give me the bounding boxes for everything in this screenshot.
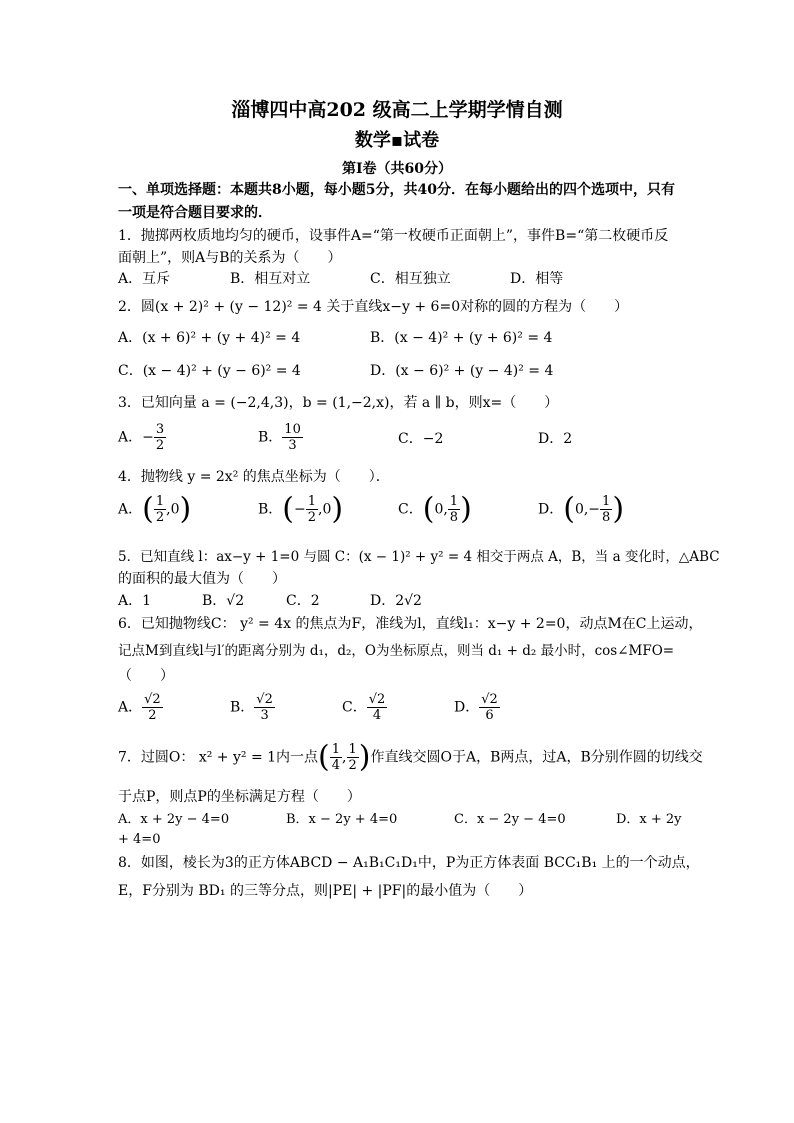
q6-option-d [454,692,500,723]
q1-line2: 面朝上”，则A与B的关系为（ ） [118,250,342,266]
q2-stem: 2．圆(x + 2)² + (y − 12)² = 4 关于直线x−y + 6=0对称的圆的方程为（ ） [118,299,629,315]
q1-line1: 1．抛掷两枚质地均匀的硬币，设事件A=“第一枚硬币正面朝上”，事件B=“第二枚硬币反 [118,228,669,244]
q6-option-a-label: A． [118,699,143,716]
q4-option-a-fraction [154,494,166,525]
q7-line2: 于点P，则点P的坐标满足方程（ ） [118,789,361,805]
numerator: √2 [368,692,386,707]
q6-option-c [342,692,387,723]
q7-option-d: D．x + 2y [616,812,682,827]
right-paren: ) [358,739,371,775]
q3-option-b [258,422,303,453]
q3-option-b-label: B． [258,429,283,446]
q4-option-d-label: D． [538,501,564,518]
q8-line1: 8．如图，棱长为3的正方体ABCD − A₁B₁C₁D₁中，P为正方体表面 BCC₁B₁ 上的一个动点， [118,855,700,871]
page-subtitle: 数学▪试卷 [354,130,440,151]
q2-option-c: C．(x − 4)² + (y − 6)² = 4 [118,363,301,379]
q4-option-a-label: A． [118,501,143,518]
denominator: 4 [331,758,341,773]
q4-option-c-label: C． [398,501,423,518]
q1-option-c: C．相互独立 [370,271,451,287]
left-paren: ( [142,491,154,527]
q3-stem: 3．已知向量 a = (−2,4,3)，b = (1,−2,x)，若 a ∥ b，则x=（ ） [118,395,559,411]
denominator: 2 [348,758,357,773]
numerator: 10 [284,422,301,437]
numerator: 3 [155,422,165,437]
q3-option-a [118,422,166,453]
q6-line3: （ ） [118,668,174,684]
numerator: √2 [144,692,161,707]
numerator: 1 [307,494,317,509]
q5-option-c: C．2 [286,593,320,609]
q4-option-c-fraction [448,494,460,525]
q7-point-y [347,742,359,773]
right-paren: ) [612,491,625,527]
q7-stem: 7．过圆O： x² + y² = 1内一点( $\frac{1}{4}$ , $\frac{1}{2}$ )作直线交圆O于A，B两点，过A，B分别作圆的切线交 [118,739,703,775]
denominator: 2 [148,708,157,723]
q6-option-a-fraction [142,692,163,723]
right-paren: ) [179,491,192,527]
q6-option-a [118,692,163,723]
q4-option-d-head: 0,− [574,501,601,518]
q5-option-b: B．√2 [202,593,245,609]
denominator: 3 [260,708,269,723]
q4-option-a [118,491,192,527]
q4-option-d [538,491,625,527]
q4-option-b [258,491,344,527]
q7-stem-tail: 作直线交圆O于A，B两点，过A，B分别作圆的切线交 [370,749,703,766]
q2-option-a: A．(x + 6)² + (y + 4)² = 4 [118,330,301,346]
q3-option-a-fraction [154,422,166,453]
q3-option-c: C．−2 [398,431,444,447]
q5-line1: 5．已知直线 l：ax−y + 1=0 与圆 C：(x − 1)² + y² = 4 相交于两点 A，B，当 a 变化时，△ABC [118,549,720,565]
q1-option-b: B．相互对立 [230,271,311,287]
numerator: √2 [481,692,498,707]
q7-stem-head: 7．过圆O： x² + y² = 1内一点 [118,749,319,766]
denominator: 6 [485,708,494,723]
q4-option-d-fraction [600,494,612,525]
q4-option-c-head: 0, [434,501,448,518]
q6-line2: 记点M到直线l与l′的距离分别为 d₁，d₂，O为坐标原点，则当 d₁ + d₂ 最小时，cos∠MFO= [118,643,675,659]
numerator: 1 [348,742,357,757]
left-paren: ( [318,739,330,775]
denominator: 4 [372,708,382,723]
q5-option-d: D．2√2 [370,593,422,609]
q6-option-b-label: B． [230,699,255,716]
q7-option-d-wrap: + 4=0 [118,832,161,847]
numerator: 1 [331,742,341,757]
q4-option-b-label: B． [258,501,283,518]
right-paren: ) [331,491,344,527]
q4-option-b-fraction [306,494,318,525]
left-paren: ( [282,491,295,527]
page-title: 淄博四中高202 级高二上学期学情自测 [231,99,563,121]
part1-line1: 一、单项选择题：本题共8小题，每小题5分，共40分．在每小题给出的四个选项中，只有 [118,182,675,198]
q7-option-b: B．x − 2y + 4=0 [286,812,398,827]
q6-option-c-fraction [367,692,388,723]
q7-option-c: C．x − 2y − 4=0 [454,812,566,827]
q5-option-a: A．1 [118,593,152,609]
q3-option-d: D．2 [538,431,573,447]
left-paren: ( [563,491,575,527]
denominator: 3 [288,438,297,453]
section-title: 第Ⅰ卷（共60分） [341,161,453,177]
q4-option-b-sign: − [294,501,306,518]
numerator: √2 [256,692,273,707]
q5-line2: 的面积的最大值为（ ） [118,571,286,587]
denominator: 8 [449,510,459,525]
part1-line2: 一项是符合题目要求的． [118,205,272,221]
right-paren: ) [460,491,472,527]
q6-line1: 6．已知抛物线C： y² = 4x 的焦点为F，准线为l，直线l₁：x−y + 2=0，动点M在C上运动， [118,616,703,632]
q1-option-d: D．相等 [510,271,564,287]
q7-option-a: A．x + 2y − 4=0 [118,812,230,827]
q4-option-a-tail: ,0 [166,501,180,518]
q3-option-b-fraction [282,422,303,453]
q6-option-c-label: C． [342,699,367,716]
numerator: 1 [449,494,459,509]
q6-option-b [230,692,275,723]
q6-option-b-fraction [254,692,275,723]
denominator: 2 [307,510,317,525]
numerator: 1 [155,494,165,509]
q2-option-d: D．(x − 6)² + (y − 4)² = 4 [370,363,554,379]
numerator: 1 [602,494,611,509]
q6-option-d-label: D． [454,699,480,716]
q4-option-b-tail: ,0 [318,501,332,518]
denominator: 2 [155,510,165,525]
q1-option-a: A．互斥 [118,271,171,287]
q8-line2: E，F分别为 BD₁ 的三等分点，则|PE| + |PF|的最小值为（ ） [118,883,533,899]
left-paren: ( [422,491,435,527]
q3-option-a-label: A．− [118,429,154,446]
q6-option-d-fraction [479,692,500,723]
q2-option-b: B．(x − 4)² + (y + 6)² = 4 [370,330,553,346]
q7-point-x [330,742,342,773]
denominator: 8 [602,510,611,525]
denominator: 2 [155,438,165,453]
q4-stem: 4．抛物线 y = 2x² 的焦点坐标为（ ）． [118,469,390,485]
q4-option-c [398,491,472,527]
